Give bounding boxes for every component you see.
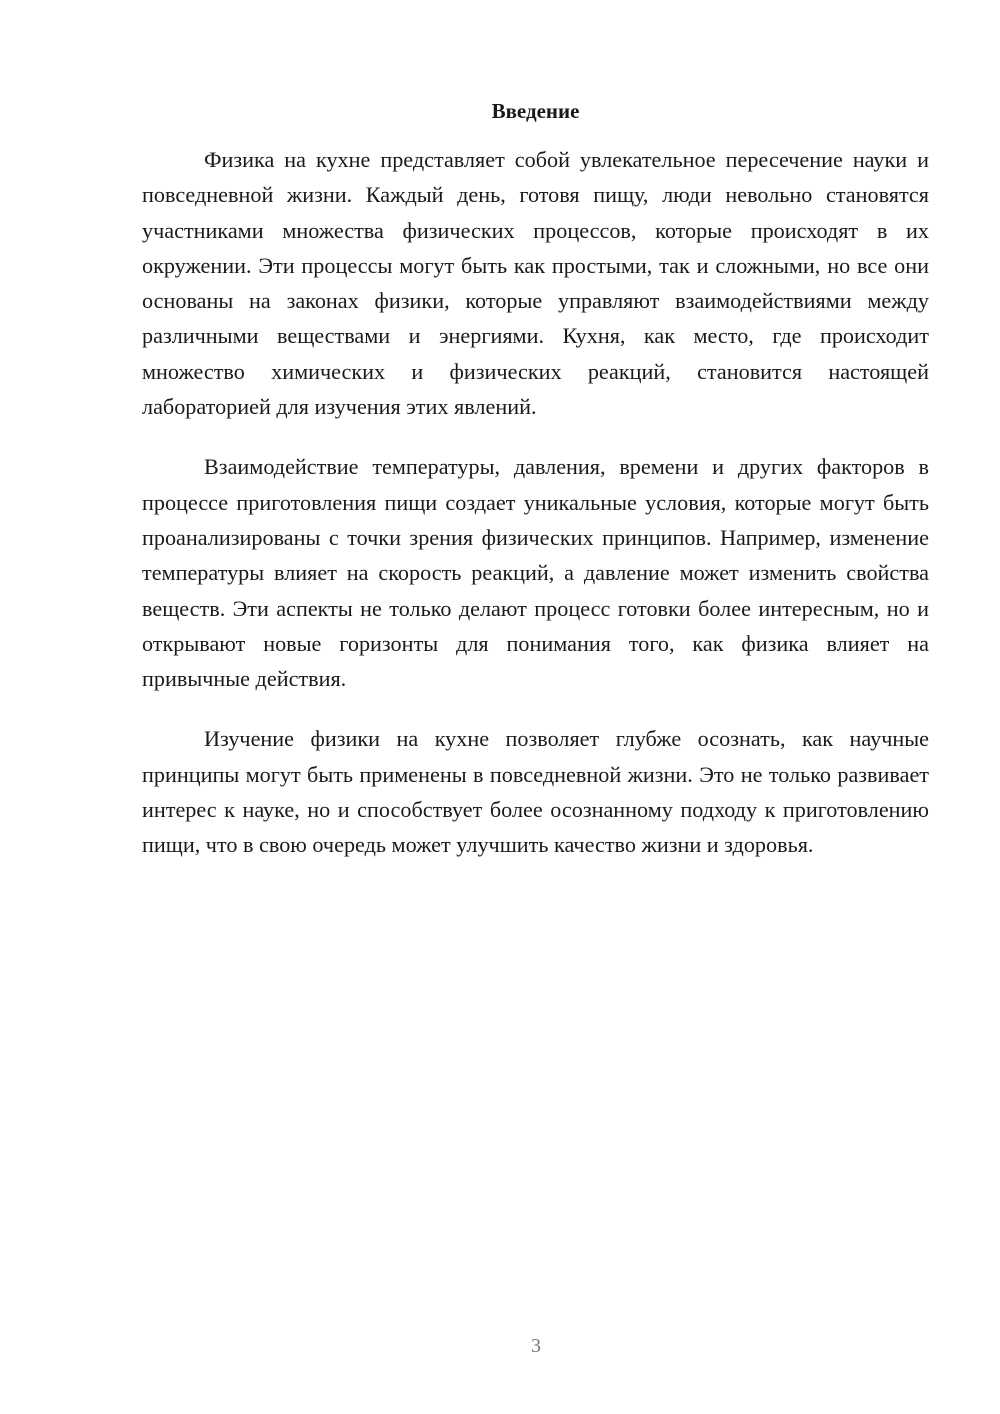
paragraph-2: Взаимодействие температуры, давления, времени и других факторов в процессе приготовления пищи создает уникальные условия, которые могут быть проанализированы с точки зрения физических принципов. Например, изменение температуры влияет на скорость реакций, а давление может изменить свойства веществ. Эти аспекты не только делают процесс готовки более интересным, но и открывают новые горизонты для понимания того, как физика влияет на привычные действия. — [142, 454, 929, 692]
section-heading: Введение — [491, 99, 580, 123]
body-text — [142, 142, 929, 888]
paragraph-1: Физика на кухне представляет собой увлекательное пересечение науки и повседневной жизни. Каждый день, готовя пищу, люди невольно становятся участниками множества физических процессов, которые происходят в их окружении. Эти процессы могут быть как простыми, так и сложными, но все они основаны на законах физики, которые управляют взаимодействиями между различными веществами и энергиями. Кухня, как место, где происходит множество химических и физических реакций, становится настоящей лабораторией для изучения этих явлений. — [142, 147, 929, 420]
paragraph-3: Изучение физики на кухне позволяет глубже осознать, как научные принципы могут быть применены в повседневной жизни. Это не только развивает интерес к науке, но и способствует более осознанному подходу к приготовлению пищи, что в свою очередь может улучшить качество жизни и здоровья. — [142, 726, 929, 858]
page-number: 3 — [531, 1335, 541, 1357]
